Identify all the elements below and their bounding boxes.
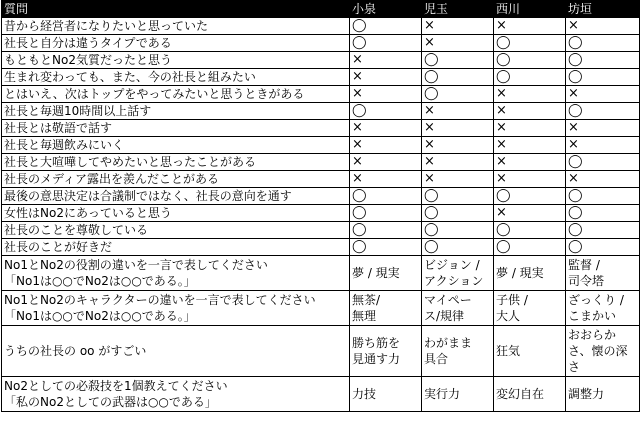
answer-mark-cell: ◯ [566, 69, 640, 86]
table-row [2, 239, 640, 256]
answer-mark-cell: ◯ [566, 222, 640, 239]
answer-mark-cell: × [494, 18, 566, 35]
answer-mark-cell: × [494, 120, 566, 137]
answer-mark-cell: ◯ [350, 188, 422, 205]
answer-mark-cell: ◯ [422, 69, 494, 86]
table-row [2, 222, 640, 239]
answer-mark-cell: × [422, 154, 494, 171]
answer-mark-cell: ◯ [566, 103, 640, 120]
question-cell: 社長のことを尊敬している [2, 222, 350, 239]
table-row [2, 154, 640, 171]
table-row [2, 205, 640, 222]
header-person-koizumi: 小泉 [350, 1, 422, 18]
answer-mark-cell: × [494, 154, 566, 171]
answer-mark-cell: ◯ [422, 222, 494, 239]
question-cell: とはいえ、次はトップをやってみたいと思うときがある [2, 86, 350, 103]
answer-mark-cell: ◯ [422, 205, 494, 222]
answer-mark-cell: ◯ [494, 239, 566, 256]
answer-mark-cell: ◯ [566, 154, 640, 171]
question-cell: 最後の意思決定は合議制ではなく、社長の意向を通す [2, 188, 350, 205]
question-cell: 社長とは敬語で話す [2, 120, 350, 137]
table-row [2, 188, 640, 205]
table-row [2, 171, 640, 188]
answer-mark-cell: × [350, 52, 422, 69]
table-row [2, 377, 640, 412]
header-person-kodama: 児玉 [422, 1, 494, 18]
answer-mark-cell: × [422, 120, 494, 137]
answer-mark-cell: ◯ [494, 222, 566, 239]
answer-mark-cell: ◯ [566, 52, 640, 69]
answer-mark-cell: ◯ [422, 86, 494, 103]
answer-mark-cell: ◯ [422, 239, 494, 256]
table-row [2, 137, 640, 154]
answer-mark-cell: ◯ [494, 52, 566, 69]
question-cell: 社長のことが好きだ [2, 239, 350, 256]
answer-text-cell: 夢 / 現実 [494, 256, 566, 291]
question-cell: もともとNo2気質だったと思う [2, 52, 350, 69]
answer-mark-cell: × [350, 69, 422, 86]
answer-text-cell: ざっくり / こまかい [566, 291, 640, 326]
answer-mark-cell: ◯ [350, 18, 422, 35]
survey-table [1, 0, 640, 412]
answer-text-cell: おおらか さ、懐の深 さ [566, 326, 640, 377]
table-row [2, 18, 640, 35]
header-question: 質問 [2, 1, 350, 18]
answer-text-cell: マイペー ス/規律 [422, 291, 494, 326]
answer-text-cell: 夢 / 現実 [350, 256, 422, 291]
answer-text-cell: 監督 / 司令塔 [566, 256, 640, 291]
answer-mark-cell: × [566, 86, 640, 103]
answer-mark-cell: × [350, 154, 422, 171]
answer-mark-cell: × [350, 171, 422, 188]
table-row [2, 35, 640, 52]
answer-text-cell: 狂気 [494, 326, 566, 377]
answer-mark-cell: × [494, 103, 566, 120]
answer-text-cell: 無茶/ 無理 [350, 291, 422, 326]
table-row [2, 256, 640, 291]
table-body [2, 18, 640, 412]
question-cell: 社長と毎週飲みにいく [2, 137, 350, 154]
header-person-nishikawa: 西川 [494, 1, 566, 18]
answer-text-cell: 子供 / 大人 [494, 291, 566, 326]
answer-mark-cell: ◯ [422, 52, 494, 69]
question-cell: No1とNo2のキャラクターの違いを一言で表してください 「No1は○○でNo2は○○である。」 [2, 291, 350, 326]
table-row [2, 69, 640, 86]
answer-mark-cell: ◯ [350, 222, 422, 239]
answer-mark-cell: × [566, 18, 640, 35]
answer-text-cell: 勝ち筋を 見通す力 [350, 326, 422, 377]
answer-mark-cell: ◯ [422, 188, 494, 205]
answer-text-cell: わがまま 具合 [422, 326, 494, 377]
question-cell: 社長と自分は違うタイプである [2, 35, 350, 52]
answer-mark-cell: × [422, 137, 494, 154]
answer-text-cell: 力技 [350, 377, 422, 412]
answer-mark-cell: × [350, 120, 422, 137]
answer-mark-cell: ◯ [494, 188, 566, 205]
answer-mark-cell: × [422, 171, 494, 188]
table-row [2, 86, 640, 103]
answer-mark-cell: × [494, 205, 566, 222]
table-row [2, 103, 640, 120]
header-row [2, 1, 640, 18]
answer-mark-cell: ◯ [350, 239, 422, 256]
question-cell: No2としての必殺技を1個教えてください 「私のNo2としての武器は○○である」 [2, 377, 350, 412]
answer-mark-cell: ◯ [350, 103, 422, 120]
answer-mark-cell: ◯ [350, 205, 422, 222]
answer-mark-cell: ◯ [350, 35, 422, 52]
answer-mark-cell: × [566, 137, 640, 154]
question-cell: 社長と大喧嘩してやめたいと思ったことがある [2, 154, 350, 171]
answer-mark-cell: × [350, 86, 422, 103]
question-cell: 女性はNo2にあっていると思う [2, 205, 350, 222]
question-cell: 社長のメディア露出を羨んだことがある [2, 171, 350, 188]
table-row [2, 291, 640, 326]
answer-text-cell: 変幻自在 [494, 377, 566, 412]
answer-mark-cell: × [422, 103, 494, 120]
answer-mark-cell: × [566, 171, 640, 188]
answer-mark-cell: ◯ [566, 239, 640, 256]
answer-mark-cell: × [494, 171, 566, 188]
question-cell: うちの社長の oo がすごい [2, 326, 350, 377]
question-cell: 社長と毎週10時間以上話す [2, 103, 350, 120]
answer-text-cell: 実行力 [422, 377, 494, 412]
answer-mark-cell: ◯ [494, 35, 566, 52]
table-row [2, 326, 640, 377]
table-row [2, 52, 640, 69]
answer-mark-cell: ◯ [566, 205, 640, 222]
answer-mark-cell: × [422, 18, 494, 35]
answer-mark-cell: × [494, 137, 566, 154]
answer-mark-cell: × [494, 86, 566, 103]
question-cell: No1とNo2の役割の違いを一言で表してください 「No1は○○でNo2は○○である。」 [2, 256, 350, 291]
answer-mark-cell: × [350, 137, 422, 154]
question-cell: 生まれ変わっても、また、今の社長と組みたい [2, 69, 350, 86]
header-person-bogaki: 坊垣 [566, 1, 640, 18]
answer-mark-cell: ◯ [494, 69, 566, 86]
answer-mark-cell: ◯ [566, 35, 640, 52]
answer-mark-cell: ◯ [566, 188, 640, 205]
answer-mark-cell: × [422, 35, 494, 52]
answer-text-cell: 調整力 [566, 377, 640, 412]
question-cell: 昔から経営者になりたいと思っていた [2, 18, 350, 35]
table-row [2, 120, 640, 137]
answer-mark-cell: × [566, 120, 640, 137]
answer-text-cell: ビジョン / アクション [422, 256, 494, 291]
